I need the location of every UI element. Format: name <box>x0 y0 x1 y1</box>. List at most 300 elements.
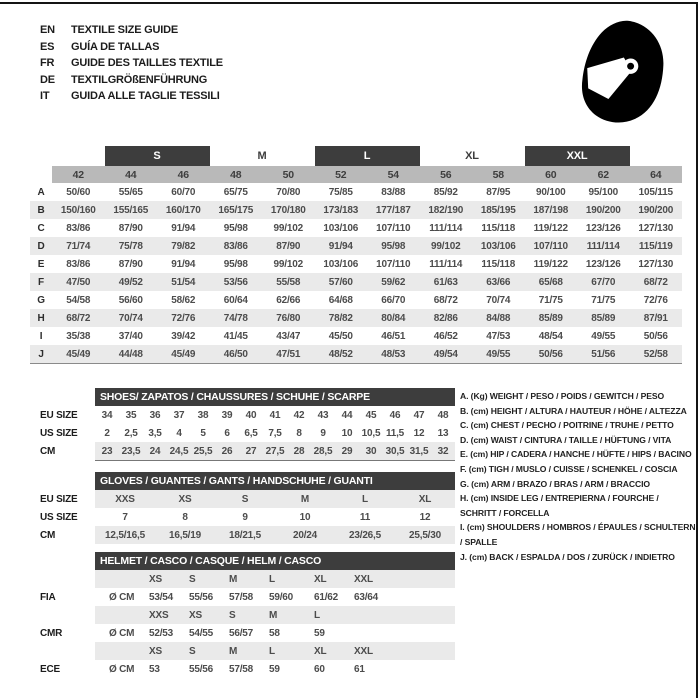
measure-value: 95/100 <box>588 186 618 198</box>
legend-item: F. (cm) TIGH / MUSLO / CUISSE / SCHENKEL / COSCIA <box>460 463 678 474</box>
measure-value: 46/50 <box>210 345 263 364</box>
size-value: 23,5 <box>119 442 143 461</box>
size-value: 18/21,5 <box>215 526 275 544</box>
measure-value: 95/98 <box>223 258 248 270</box>
measure-value: 83/86 <box>210 237 263 255</box>
size-value: 2 <box>104 427 110 439</box>
size-value: 10,5 <box>361 427 381 439</box>
helmet-size-value: 54/55 <box>189 627 214 639</box>
measure-row-g <box>30 291 682 309</box>
language-code: EN <box>40 24 55 37</box>
helmet-section-title: HELMET / CASCO / CASQUE / HELM / CASCO <box>95 552 455 570</box>
measure-value: 173/183 <box>315 201 368 219</box>
measure-value: 50/56 <box>643 330 668 342</box>
helmet-size-value: 59 <box>269 663 280 675</box>
measure-value: 177/187 <box>367 201 420 219</box>
size-value: 40 <box>245 409 257 421</box>
measure-value: 83/88 <box>381 186 406 198</box>
language-code: DE <box>40 73 55 86</box>
measure-row-j <box>30 345 682 364</box>
helmet-size-value: 59/60 <box>269 591 294 603</box>
measure-value: 119/122 <box>533 258 568 270</box>
size-value: 23/26,5 <box>335 526 395 544</box>
measure-value: 91/94 <box>171 222 196 234</box>
size-value: 37 <box>173 409 185 421</box>
measure-value: 49/54 <box>420 345 473 364</box>
diameter-unit-label: Ø CM <box>109 663 135 675</box>
size-value: 28,5 <box>311 442 335 461</box>
size-group-l: L <box>315 146 420 166</box>
measure-value: 70/74 <box>105 309 158 327</box>
helmet-sizes-row <box>30 570 455 588</box>
helmet-size-label: XXL <box>348 642 455 660</box>
row-label: US SIZE <box>30 508 95 526</box>
size-value: 48 <box>437 409 449 421</box>
measure-value: 59/62 <box>367 273 420 291</box>
measure-value: 65/68 <box>525 273 578 291</box>
measure-value: 185/195 <box>472 201 525 219</box>
measure-value: 48/53 <box>367 345 420 364</box>
measure-value: 107/110 <box>525 237 578 255</box>
row-letter: A <box>37 186 45 198</box>
measure-row-a <box>30 183 682 201</box>
measure-row-e <box>30 255 682 273</box>
helmet-size-label: M <box>223 642 263 660</box>
size-value: 25,5/30 <box>395 526 455 544</box>
helmet-size-label: XXS <box>143 606 183 624</box>
measure-value: 103/106 <box>472 237 525 255</box>
helmet-size-label: XXL <box>348 570 455 588</box>
size-col-header: 42 <box>52 166 105 183</box>
language-title: TEXTILE SIZE GUIDE <box>71 24 179 37</box>
helmet-values-row-cmr <box>30 624 455 642</box>
measure-value: 85/89 <box>577 309 630 327</box>
measure-value: 37/40 <box>118 330 143 342</box>
language-title: TEXTILGRÖßENFÜHRUNG <box>71 73 208 86</box>
row-letter: G <box>37 294 45 306</box>
language-code: IT <box>40 90 50 103</box>
helmet-values-row-fia <box>30 588 455 606</box>
legend-item: D. (cm) WAIST / CINTURA / TAILLE / HÜFTUNG / VITA <box>460 434 672 445</box>
size-col-header: 48 <box>210 166 263 183</box>
size-value: 41 <box>269 409 281 421</box>
size-value: 26 <box>215 442 239 461</box>
size-value: 25,5 <box>191 442 215 461</box>
size-col-header: 58 <box>472 166 525 183</box>
size-col-header: 54 <box>367 166 420 183</box>
measure-value: 47/51 <box>262 345 315 364</box>
measure-value: 190/200 <box>630 201 683 219</box>
size-value: 39 <box>221 409 233 421</box>
helmet-size-value: 53/54 <box>149 591 174 603</box>
measure-value: 123/126 <box>585 258 621 270</box>
measurement-legend <box>460 389 697 564</box>
measure-value: 95/98 <box>223 222 248 234</box>
row-letter: I <box>39 330 43 342</box>
size-value: 4 <box>176 427 182 439</box>
size-col-header: 60 <box>525 166 578 183</box>
measure-value: 78/82 <box>315 309 368 327</box>
measure-value: 48/52 <box>315 345 368 364</box>
helmet-size-value: 56/57 <box>229 627 254 639</box>
size-value: 6,5 <box>244 427 258 439</box>
legend-item: G. (cm) ARM / BRAZO / BRAS / ARM / BRACCIO <box>460 478 650 489</box>
language-row <box>40 22 223 39</box>
size-value: 42 <box>293 409 305 421</box>
size-value: 16,5/19 <box>155 526 215 544</box>
size-value: 24 <box>143 442 167 461</box>
helmet-size-value <box>348 624 455 642</box>
measure-value: 47/53 <box>486 330 511 342</box>
measure-value: 44/48 <box>105 345 158 364</box>
shoes-row <box>30 442 455 461</box>
language-list <box>40 22 223 105</box>
measure-row-b <box>30 201 682 219</box>
helmet-size-value: 55/56 <box>189 591 214 603</box>
helmet-size-label: M <box>263 606 308 624</box>
size-col-header: 56 <box>420 166 473 183</box>
row-label: EU SIZE <box>30 406 95 424</box>
language-row <box>40 72 223 89</box>
standard-label: CMR <box>30 624 95 642</box>
measure-value: 72/76 <box>643 294 668 306</box>
measure-value: 71/75 <box>591 294 616 306</box>
measure-row-i <box>30 327 682 345</box>
helmet-size-label: L <box>263 642 308 660</box>
measure-value: 71/74 <box>52 237 105 255</box>
measure-value: 187/198 <box>525 201 578 219</box>
measure-value: 71/75 <box>538 294 563 306</box>
measure-value: 55/58 <box>262 273 315 291</box>
measure-value: 50/56 <box>525 345 578 364</box>
measure-row-h <box>30 309 682 327</box>
measure-value: 91/94 <box>315 237 368 255</box>
measure-value: 87/90 <box>262 237 315 255</box>
row-letter: C <box>37 222 45 234</box>
diameter-unit-label: Ø CM <box>109 591 135 603</box>
measure-value: 90/100 <box>536 186 566 198</box>
size-value: 12 <box>419 511 431 523</box>
measure-value: 87/95 <box>486 186 511 198</box>
measure-value: 60/70 <box>171 186 196 198</box>
helmet-size-label: XS <box>143 570 183 588</box>
measure-value: 55/65 <box>118 186 143 198</box>
measure-row-d <box>30 237 682 255</box>
measure-value: 111/114 <box>429 222 463 234</box>
measure-value: 39/42 <box>171 330 196 342</box>
size-col-header: 46 <box>157 166 210 183</box>
measure-value: 75/78 <box>105 237 158 255</box>
row-label: CM <box>30 526 95 544</box>
size-value: 6 <box>224 427 230 439</box>
shoes-header-row <box>30 388 455 406</box>
helmet-values-row-ece <box>30 660 455 678</box>
size-value: 10 <box>341 427 353 439</box>
size-group-xl: XL <box>465 150 479 162</box>
size-col-header: 50 <box>262 166 315 183</box>
size-value: 32 <box>431 442 455 461</box>
measure-value: 74/78 <box>210 309 263 327</box>
measure-value: 127/130 <box>638 258 674 270</box>
size-value: 34 <box>101 409 113 421</box>
helmet-size-label: S <box>223 606 263 624</box>
measure-value: 165/175 <box>210 201 263 219</box>
measure-value: 65/75 <box>223 186 248 198</box>
measure-value: 46/52 <box>433 330 458 342</box>
size-value: XS <box>155 490 215 508</box>
measure-value: 107/110 <box>376 258 411 270</box>
measure-value: 115/118 <box>481 222 516 234</box>
measure-value: 115/119 <box>630 237 683 255</box>
language-code: ES <box>40 40 55 53</box>
measure-value: 99/102 <box>420 237 473 255</box>
row-label: EU SIZE <box>30 490 95 508</box>
row-label: US SIZE <box>30 424 95 442</box>
size-col-header: 44 <box>105 166 158 183</box>
measure-value: 85/92 <box>433 186 458 198</box>
helmet-sizes-row <box>30 642 455 660</box>
measure-value: 51/54 <box>157 273 210 291</box>
measure-value: 85/89 <box>525 309 578 327</box>
shoes-section-title: SHOES/ ZAPATOS / CHAUSSURES / SCHUHE / SCARPE <box>95 388 455 406</box>
helmet-size-value: 59 <box>314 627 325 639</box>
gloves-size-table <box>30 472 455 544</box>
measure-value: 57/60 <box>315 273 368 291</box>
measure-value: 48/54 <box>538 330 563 342</box>
size-group-m: M <box>257 150 267 162</box>
size-value: 29 <box>335 442 359 461</box>
measure-value: 79/82 <box>157 237 210 255</box>
gloves-row <box>30 508 455 526</box>
measure-value: 45/49 <box>157 345 210 364</box>
measure-value: 99/102 <box>273 222 303 234</box>
measure-value: 49/52 <box>105 273 158 291</box>
size-value: 44 <box>341 409 353 421</box>
legend-item: A. (Kg) WEIGHT / PESO / POIDS / GEWITCH / PESO <box>460 391 665 401</box>
size-value: 2,5 <box>124 427 138 439</box>
size-value: 8 <box>182 511 188 523</box>
measure-value: 63/66 <box>472 273 525 291</box>
measure-value: 70/80 <box>276 186 301 198</box>
size-value: 11,5 <box>385 427 405 439</box>
helmet-header-row <box>30 552 455 570</box>
language-code: FR <box>40 57 55 70</box>
size-value: 8 <box>296 427 302 439</box>
measure-value: 68/72 <box>630 273 683 291</box>
row-letter: H <box>30 309 52 327</box>
measure-value: 103/106 <box>323 258 359 270</box>
measure-value: 43/47 <box>276 330 301 342</box>
size-value: 30 <box>359 442 383 461</box>
size-value: 36 <box>149 409 161 421</box>
helmet-size-value: 57/58 <box>229 591 254 603</box>
helmet-size-value: 61/62 <box>314 591 339 603</box>
measure-value: 60/64 <box>223 294 248 306</box>
helmet-size-label: L <box>263 570 308 588</box>
standard-label: ECE <box>30 660 95 678</box>
measure-value: 61/63 <box>420 273 473 291</box>
measure-value: 123/126 <box>585 222 621 234</box>
size-value: 3,5 <box>148 427 162 439</box>
helmet-size-value: 58 <box>269 627 280 639</box>
size-number-row <box>30 166 682 183</box>
measure-value: 155/165 <box>105 201 158 219</box>
legend-item: H. (cm) INSIDE LEG / ENTREPIERNA / FOURCHE / SCHRITT / FORCELLA <box>460 493 659 518</box>
size-value: 11 <box>359 511 371 523</box>
measure-value: 49/55 <box>591 330 616 342</box>
measure-value: 47/50 <box>52 273 105 291</box>
measure-value: 170/180 <box>262 201 315 219</box>
helmet-size-table <box>30 552 455 678</box>
helmet-size-label: S <box>183 642 223 660</box>
measure-value: 119/122 <box>533 222 568 234</box>
size-value: 7,5 <box>268 427 282 439</box>
measure-value: 115/118 <box>481 258 516 270</box>
standard-label: FIA <box>30 588 95 606</box>
measure-value: 83/86 <box>66 222 91 234</box>
size-value: 9 <box>242 511 248 523</box>
measure-value: 87/91 <box>630 309 683 327</box>
shoes-size-table <box>30 388 455 461</box>
size-value: 47 <box>413 409 425 421</box>
legend-item: B. (cm) HEIGHT / ALTURA / HAUTEUR / HÖHE / ALTEZZA <box>460 405 687 416</box>
size-value: 28 <box>287 442 311 461</box>
measure-value: 111/114 <box>429 258 463 270</box>
measure-value: 99/102 <box>273 258 303 270</box>
helmet-size-label: XL <box>308 642 348 660</box>
size-value: 45 <box>365 409 377 421</box>
helmet-size-label: L <box>308 606 348 624</box>
gloves-row <box>30 490 455 508</box>
textile-size-table <box>30 146 682 364</box>
measure-row-f <box>30 273 682 291</box>
measure-value: 83/86 <box>66 258 91 270</box>
helmet-icon <box>576 18 664 129</box>
size-col-header: 52 <box>315 166 368 183</box>
row-letter: B <box>30 201 52 219</box>
size-value: 30,5 <box>383 442 407 461</box>
size-value: 27,5 <box>263 442 287 461</box>
size-value: 46 <box>389 409 401 421</box>
measure-value: 127/130 <box>638 222 674 234</box>
size-col-header: 64 <box>630 166 683 183</box>
size-value: 27 <box>239 442 263 461</box>
helmet-sizes-row <box>30 606 455 624</box>
diameter-unit-label: Ø CM <box>109 627 135 639</box>
helmet-size-value: 60 <box>314 663 325 675</box>
measure-value: 84/88 <box>472 309 525 327</box>
measure-value: 105/115 <box>638 186 673 198</box>
measure-value: 68/72 <box>52 309 105 327</box>
measure-value: 51/56 <box>577 345 630 364</box>
size-value: 13 <box>437 427 449 439</box>
size-value: 12 <box>413 427 425 439</box>
measure-value: 80/84 <box>367 309 420 327</box>
language-title: GUÍA DE TALLAS <box>71 40 160 53</box>
measure-value: 190/200 <box>577 201 630 219</box>
language-row <box>40 55 223 72</box>
language-title: GUIDA ALLE TAGLIE TESSILI <box>71 90 220 103</box>
size-value: 9 <box>320 427 326 439</box>
measure-value: 182/190 <box>420 201 473 219</box>
gloves-header-row <box>30 472 455 490</box>
helmet-size-label: XL <box>308 570 348 588</box>
helmet-size-label: XS <box>183 606 223 624</box>
size-value: 7 <box>122 511 128 523</box>
helmet-size-value: 63/64 <box>354 591 379 603</box>
size-value: XL <box>395 490 455 508</box>
measure-value: 76/80 <box>262 309 315 327</box>
row-label: CM <box>30 442 95 461</box>
legend-item: I. (cm) SHOULDERS / HOMBROS / ÉPAULES / SCHULTERN / SPALLE <box>460 522 696 547</box>
helmet-size-value: 57/58 <box>229 663 254 675</box>
size-value: XXS <box>95 490 155 508</box>
measure-value: 35/38 <box>66 330 91 342</box>
helmet-size-value: 61 <box>354 663 365 675</box>
legend-item: E. (cm) HIP / CADERA / HANCHE / HÜFTE / HIPS / BACINO <box>460 449 692 460</box>
size-value: S <box>215 490 275 508</box>
size-value: 12,5/16,5 <box>95 526 155 544</box>
measure-value: 45/50 <box>328 330 353 342</box>
measure-value: 75/85 <box>328 186 353 198</box>
measure-value: 64/68 <box>328 294 353 306</box>
measure-value: 87/90 <box>118 222 143 234</box>
row-letter: D <box>30 237 52 255</box>
size-value: 43 <box>317 409 329 421</box>
size-value: 38 <box>197 409 209 421</box>
measure-value: 46/51 <box>381 330 406 342</box>
measure-value: 62/66 <box>276 294 301 306</box>
helmet-size-label: XS <box>143 642 183 660</box>
measure-value: 87/90 <box>118 258 143 270</box>
size-value: 31,5 <box>407 442 431 461</box>
helmet-size-value: 53 <box>149 663 160 675</box>
row-letter: F <box>30 273 52 291</box>
gloves-row <box>30 526 455 544</box>
helmet-size-value: 52/53 <box>149 627 174 639</box>
size-group-s: S <box>105 146 210 166</box>
legend-item: C. (cm) CHEST / PECHO / POITRINE / TRUHE / PETTO <box>460 420 674 431</box>
size-value: 35 <box>125 409 137 421</box>
measure-value: 67/70 <box>577 273 630 291</box>
measure-value: 50/60 <box>66 186 91 198</box>
helmet-size-value: 55/56 <box>189 663 214 675</box>
measure-value: 160/170 <box>157 201 210 219</box>
measure-value: 82/86 <box>420 309 473 327</box>
shoes-row <box>30 424 455 442</box>
measure-value: 70/74 <box>486 294 511 306</box>
measure-row-c <box>30 219 682 237</box>
shoes-row <box>30 406 455 424</box>
size-value: 10 <box>299 511 311 523</box>
size-group-row <box>30 146 682 166</box>
measure-value: 91/94 <box>171 258 196 270</box>
measure-value: 95/98 <box>367 237 420 255</box>
helmet-size-label: M <box>223 570 263 588</box>
size-value: L <box>335 490 395 508</box>
measure-value: 53/56 <box>210 273 263 291</box>
size-col-header: 62 <box>577 166 630 183</box>
measure-value: 54/58 <box>66 294 91 306</box>
legend-item: J. (cm) BACK / ESPALDA / DOS / ZURÜCK / INDIETRO <box>460 551 675 562</box>
size-value: 23 <box>95 442 119 461</box>
language-row <box>40 88 223 105</box>
helmet-size-label <box>348 606 455 624</box>
measure-value: 111/114 <box>577 237 630 255</box>
row-letter: E <box>37 258 45 270</box>
measure-value: 103/106 <box>323 222 359 234</box>
measure-value: 52/58 <box>630 345 683 364</box>
